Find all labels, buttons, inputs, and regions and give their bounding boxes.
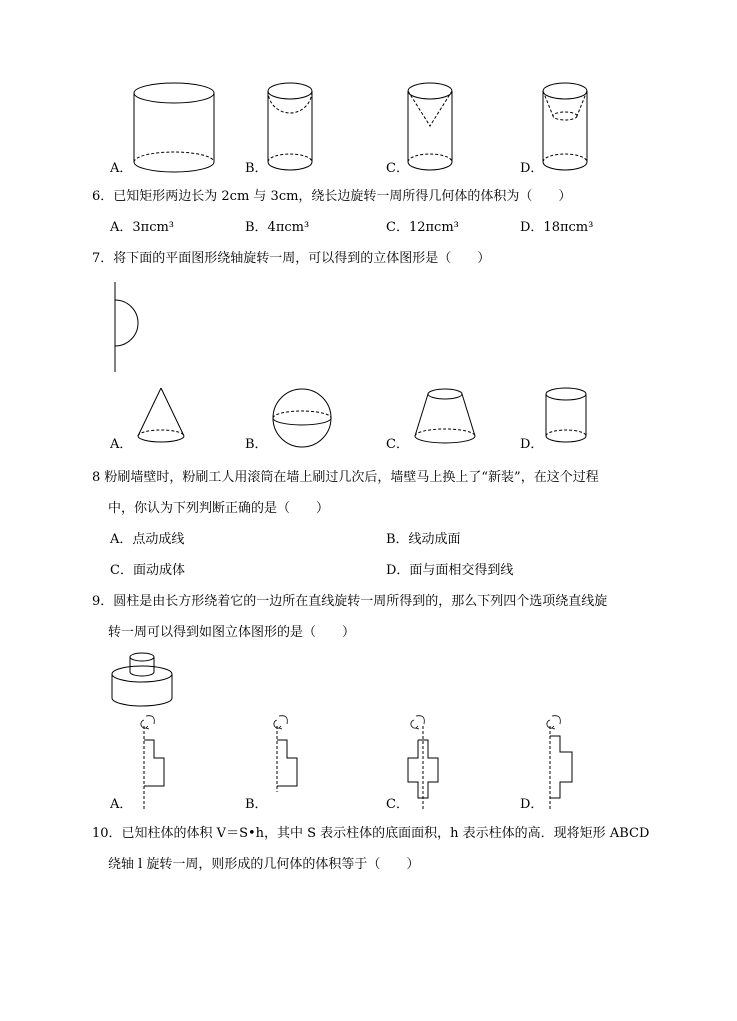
q8-option-a[interactable]: A．点动成线 bbox=[110, 532, 185, 547]
q6-option-b[interactable]: B．4πcm³ bbox=[245, 220, 310, 235]
q8-option-c[interactable]: C．面动成体 bbox=[110, 563, 185, 578]
q5-figure-a-cylinder bbox=[132, 82, 218, 174]
q7-figure-b-sphere bbox=[270, 388, 336, 450]
q7-figure-c-frustum bbox=[412, 386, 478, 448]
q9-option-a[interactable]: A． bbox=[110, 797, 133, 812]
q9-figure-c-profile bbox=[404, 712, 454, 812]
q10-stem-line1: 10．已知柱体的体积 V＝S•h，其中 S 表示柱体的底面面积，h 表示柱体的高．现将矩形 ABCD bbox=[92, 826, 650, 841]
q9-stem-line1: 9．圆柱是由长方形绕着它的一边所在直线旋转一周所得到的，那么下列四个选项绕直线旋 bbox=[92, 594, 608, 609]
q8-stem-line1: 8 粉刷墙壁时，粉刷工人用滚筒在墙上刷过几次后，墙壁马上换上了“新装”，在这个过程 bbox=[92, 470, 599, 485]
q5-option-b[interactable]: B． bbox=[245, 161, 268, 176]
q9-stacked-cylinders-figure bbox=[109, 650, 175, 712]
q5-figure-c-cylinder-cone-hollow bbox=[406, 80, 456, 172]
q7-option-c[interactable]: C． bbox=[386, 437, 409, 452]
q9-figure-b-profile bbox=[267, 712, 317, 812]
q9-stem-line2: 转一周可以得到如图立体图形的是（ ） bbox=[108, 625, 356, 640]
q8-stem-line2: 中，你认为下列判断正确的是（ ） bbox=[108, 501, 330, 516]
q6-option-d[interactable]: D．18πcm³ bbox=[520, 220, 594, 235]
q5-figure-d-cylinder-frustum-hollow bbox=[541, 80, 591, 172]
q6-option-a[interactable]: A．3πcm³ bbox=[110, 220, 175, 235]
q6-stem: 6．已知矩形两边长为 2cm 与 3cm，绕长边旋转一周所得几何体的体积为（ ） bbox=[92, 189, 572, 204]
q7-stem: 7．将下面的平面图形绕轴旋转一周，可以得到的立体图形是（ ） bbox=[92, 251, 491, 266]
q8-option-d[interactable]: D．面与面相交得到线 bbox=[386, 563, 514, 578]
q7-figure-a-cone bbox=[134, 386, 188, 446]
q7-figure-d-cylinder bbox=[544, 386, 590, 448]
q5-figure-b-cylinder-hemisphere-hollow bbox=[266, 80, 316, 172]
q7-option-a[interactable]: A． bbox=[110, 437, 133, 452]
q5-option-a[interactable]: A． bbox=[110, 161, 133, 176]
q9-figure-a-profile bbox=[134, 712, 184, 812]
q9-option-c[interactable]: C． bbox=[386, 797, 409, 812]
q8-option-b[interactable]: B．线动成面 bbox=[386, 532, 461, 547]
q9-option-d[interactable]: D． bbox=[520, 797, 544, 812]
q9-option-b[interactable]: B． bbox=[245, 797, 268, 812]
q10-stem-line2: 绕轴 l 旋转一周，则形成的几何体的体积等于（ ） bbox=[108, 857, 420, 872]
q5-option-c[interactable]: C． bbox=[386, 161, 409, 176]
q7-semicircle-on-axis-figure bbox=[112, 282, 144, 374]
q7-option-b[interactable]: B． bbox=[245, 437, 268, 452]
q5-option-d[interactable]: D． bbox=[520, 161, 544, 176]
q7-option-d[interactable]: D． bbox=[520, 437, 544, 452]
q9-figure-d-profile bbox=[540, 712, 590, 812]
q6-option-c[interactable]: C．12πcm³ bbox=[386, 220, 459, 235]
